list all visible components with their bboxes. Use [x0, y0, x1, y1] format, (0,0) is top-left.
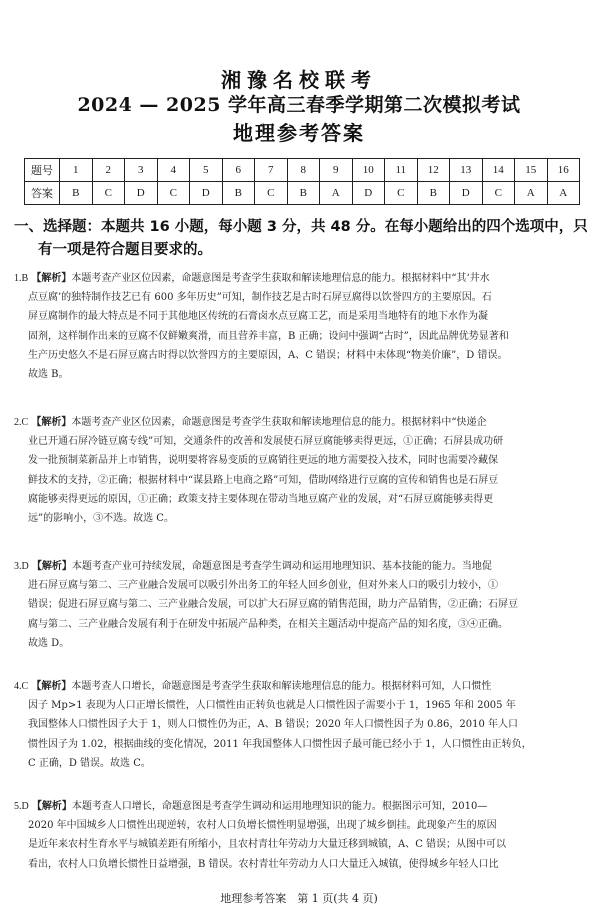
answer-table [24, 158, 580, 205]
question-number: 11 [385, 159, 418, 182]
answer-cell: D [125, 182, 158, 205]
question-number-answer: 2.C [14, 417, 29, 428]
question-number: 16 [547, 159, 580, 182]
question-explanation-2 [14, 413, 583, 528]
answer-cell: D [352, 182, 385, 205]
section-heading-continued: 有一项是符合题目要求的。 [38, 242, 212, 258]
question-number: 3 [125, 159, 158, 182]
answer-cell: C [255, 182, 288, 205]
explanation-line: 是近年来农村生育水平与城镇差距有所缩小，且农村青壮年劳动力大量迁移到城镇，A、C 错误；从图中可以 [28, 839, 507, 851]
explanation-line: 故选 B。 [28, 369, 69, 381]
answer-table-answer-row [25, 182, 580, 205]
explanation-text: 本题考查产业区位因素，命题意图是考查学生获取和解读地理信息的能力。根据材料中“其‘井水 [71, 273, 490, 284]
document-title: 地理参考答案 [233, 121, 365, 145]
question-number: 7 [255, 159, 288, 182]
explanation-text: 本题考查产业可持续发展，命题意图是考查学生调动和运用地理知识、基本技能的能力。当地促 [71, 561, 492, 572]
question-number: 6 [222, 159, 255, 182]
question-number: 5 [190, 159, 223, 182]
answer-cell: C [157, 182, 190, 205]
page-footer: 地理参考答案 第 1 页(共 4 页) [220, 892, 378, 905]
question-number-answer: 4.C [14, 681, 29, 692]
explanation-line: 屏豆腐制作的最大特点是不同于其他地区传统的石膏卤水点豆腐工艺，而是采用当地特有的地下水作为凝 [28, 311, 488, 323]
explanation-first-line [14, 557, 583, 576]
analysis-tag: 【解析】 [31, 561, 72, 572]
explanation-text: 本题考查人口增长，命题意图是考查学生获取和解读地理信息的能力。根据材料可知，人口惯性 [71, 681, 492, 692]
question-number-header: 题号 [25, 159, 60, 182]
explanation-line: 生产历史悠久不是石屏豆腐古时得以饮誉四方的主要原因，A、C 错误；材料中未体现“物美价廉”，D 错误。 [28, 349, 508, 361]
analysis-tag: 【解析】 [31, 801, 72, 812]
answer-table-number-row [25, 159, 580, 182]
question-number-answer: 3.D [14, 561, 29, 572]
answer-cell: A [547, 182, 580, 205]
question-number: 4 [157, 159, 190, 182]
explanation-first-line [14, 269, 583, 288]
explanation-line: 我国整体人口惯性因子大于 1，则人口惯性仍为正，A、B 错误；2020 年人口惯性因子为 0.86，2010 年人口 [28, 719, 518, 731]
answer-cell: D [450, 182, 483, 205]
explanation-line: 腐能够卖得更远的原因，①正确；政策支持主要体现在带动当地豆腐产业的发展，对“石屏豆腐能够卖得更 [28, 493, 494, 505]
section-heading: 一、选择题：本题共 16 小题，每小题 3 分，共 48 分。在每小题给出的四个选项中，只 [14, 219, 588, 235]
question-number: 12 [417, 159, 450, 182]
answer-cell: D [190, 182, 223, 205]
question-number: 8 [287, 159, 320, 182]
exam-union-title: 湘豫名校联考 [221, 68, 377, 92]
answer-cell: C [92, 182, 125, 205]
question-number: 1 [60, 159, 93, 182]
explanation-first-line [14, 413, 583, 432]
answer-cell: B [417, 182, 450, 205]
question-explanation-1 [14, 269, 583, 384]
explanation-text: 本题考查人口增长，命题意图是考查学生调动和运用地理知识的能力。根据图示可知，2010— [71, 801, 488, 812]
question-explanation-4 [14, 677, 583, 773]
answer-cell: B [222, 182, 255, 205]
answer-cell: B [287, 182, 320, 205]
question-number: 14 [482, 159, 515, 182]
explanation-first-line [14, 677, 583, 696]
explanation-line: 故选 D。 [28, 637, 70, 649]
answer-cell: B [60, 182, 93, 205]
explanation-line: 错误；促进石屏豆腐与第二、三产业融合发展，可以扩大石屏豆腐的销售范围，助力产品销售，②正确；石屏豆 [28, 599, 518, 611]
explanation-line: 惯性因子为 1.02，根据曲线的变化情况，2011 年我国整体人口惯性因子最可能已经小于 1，人口惯性由正转负， [28, 738, 532, 750]
analysis-tag: 【解析】 [31, 273, 72, 284]
question-number: 15 [515, 159, 548, 182]
explanation-line: 发一批预制菜新品并上市销售，说明要将容易变质的豆腐销往更远的地方需要投入技术，同时也需要冷藏保 [28, 455, 498, 467]
answer-header: 答案 [25, 182, 60, 205]
answer-cell: C [482, 182, 515, 205]
explanation-line: 固剂，这样制作出来的豆腐不仅鲜嫩爽滑，而且营养丰富，B 正确；设问中强调“古时”，因此品牌优势显著和 [28, 330, 509, 342]
explanation-first-line [14, 797, 583, 816]
explanation-line: 鲜技术的支持，②正确；根据材料中“谋县路上电商之路”可知，借助网络进行豆腐的宣传和销售也是石屏豆 [28, 474, 499, 486]
explanation-line: 进石屏豆腐与第二、三产业融合发展可以吸引外出务工的年轻人回乡创业，但对外来人口的吸引力较小，① [28, 580, 498, 592]
answer-cell: C [385, 182, 418, 205]
explanation-line: 远”的影响小，③不选。故选 C。 [28, 513, 174, 525]
explanation-line: 看出，农村人口负增长惯性日益增强，B 错误。农村青壮年劳动力人口大量迁入城镇，使得城乡年轻人口比 [28, 858, 499, 870]
question-number: 2 [92, 159, 125, 182]
analysis-tag: 【解析】 [31, 417, 72, 428]
exam-session-title: 2024 — 2025 学年高三春季学期第二次模拟考试 [77, 94, 521, 116]
explanation-line: 2020 年中国城乡人口惯性出现逆转，农村人口负增长惯性明显增强，出现了城乡倒挂。此现象产生的原因 [28, 820, 497, 832]
explanation-line: 腐与第二、三产业融合发展有利于在研发中拓展产品种类，在相关主题活动中提高产品的知名度，③④正确。 [28, 618, 508, 630]
explanation-line: 业已开通石屏冷链豆腐专线”可知，交通条件的改善和发展使石屏豆腐能够卖得更远，①正确；石屏县成功研 [28, 436, 504, 448]
question-number: 9 [320, 159, 353, 182]
question-number: 10 [352, 159, 385, 182]
explanation-line: 点豆腐’的独特制作技艺已有 600 多年历史”可知，制作技艺是古时石屏豆腐得以饮誉四方的主要原因。石 [28, 292, 492, 304]
analysis-tag: 【解析】 [31, 681, 72, 692]
question-number: 13 [450, 159, 483, 182]
answer-cell: A [515, 182, 548, 205]
question-number-answer: 5.D [14, 801, 29, 812]
explanation-text: 本题考查产业区位因素，命题意图是考查学生获取和解读地理信息的能力。根据材料中“快递企 [71, 417, 487, 428]
explanation-line: 因子 Mp>1 表现为人口正增长惯性，人口惯性由正转负也就是人口惯性因子需要小于 1，1965 年和 2005 年 [28, 700, 516, 712]
explanation-line: C 正确，D 错误。故选 C。 [28, 757, 151, 769]
question-explanation-5 [14, 797, 583, 874]
question-number-answer: 1.B [14, 273, 29, 284]
answer-cell: A [320, 182, 353, 205]
question-explanation-3 [14, 557, 583, 653]
